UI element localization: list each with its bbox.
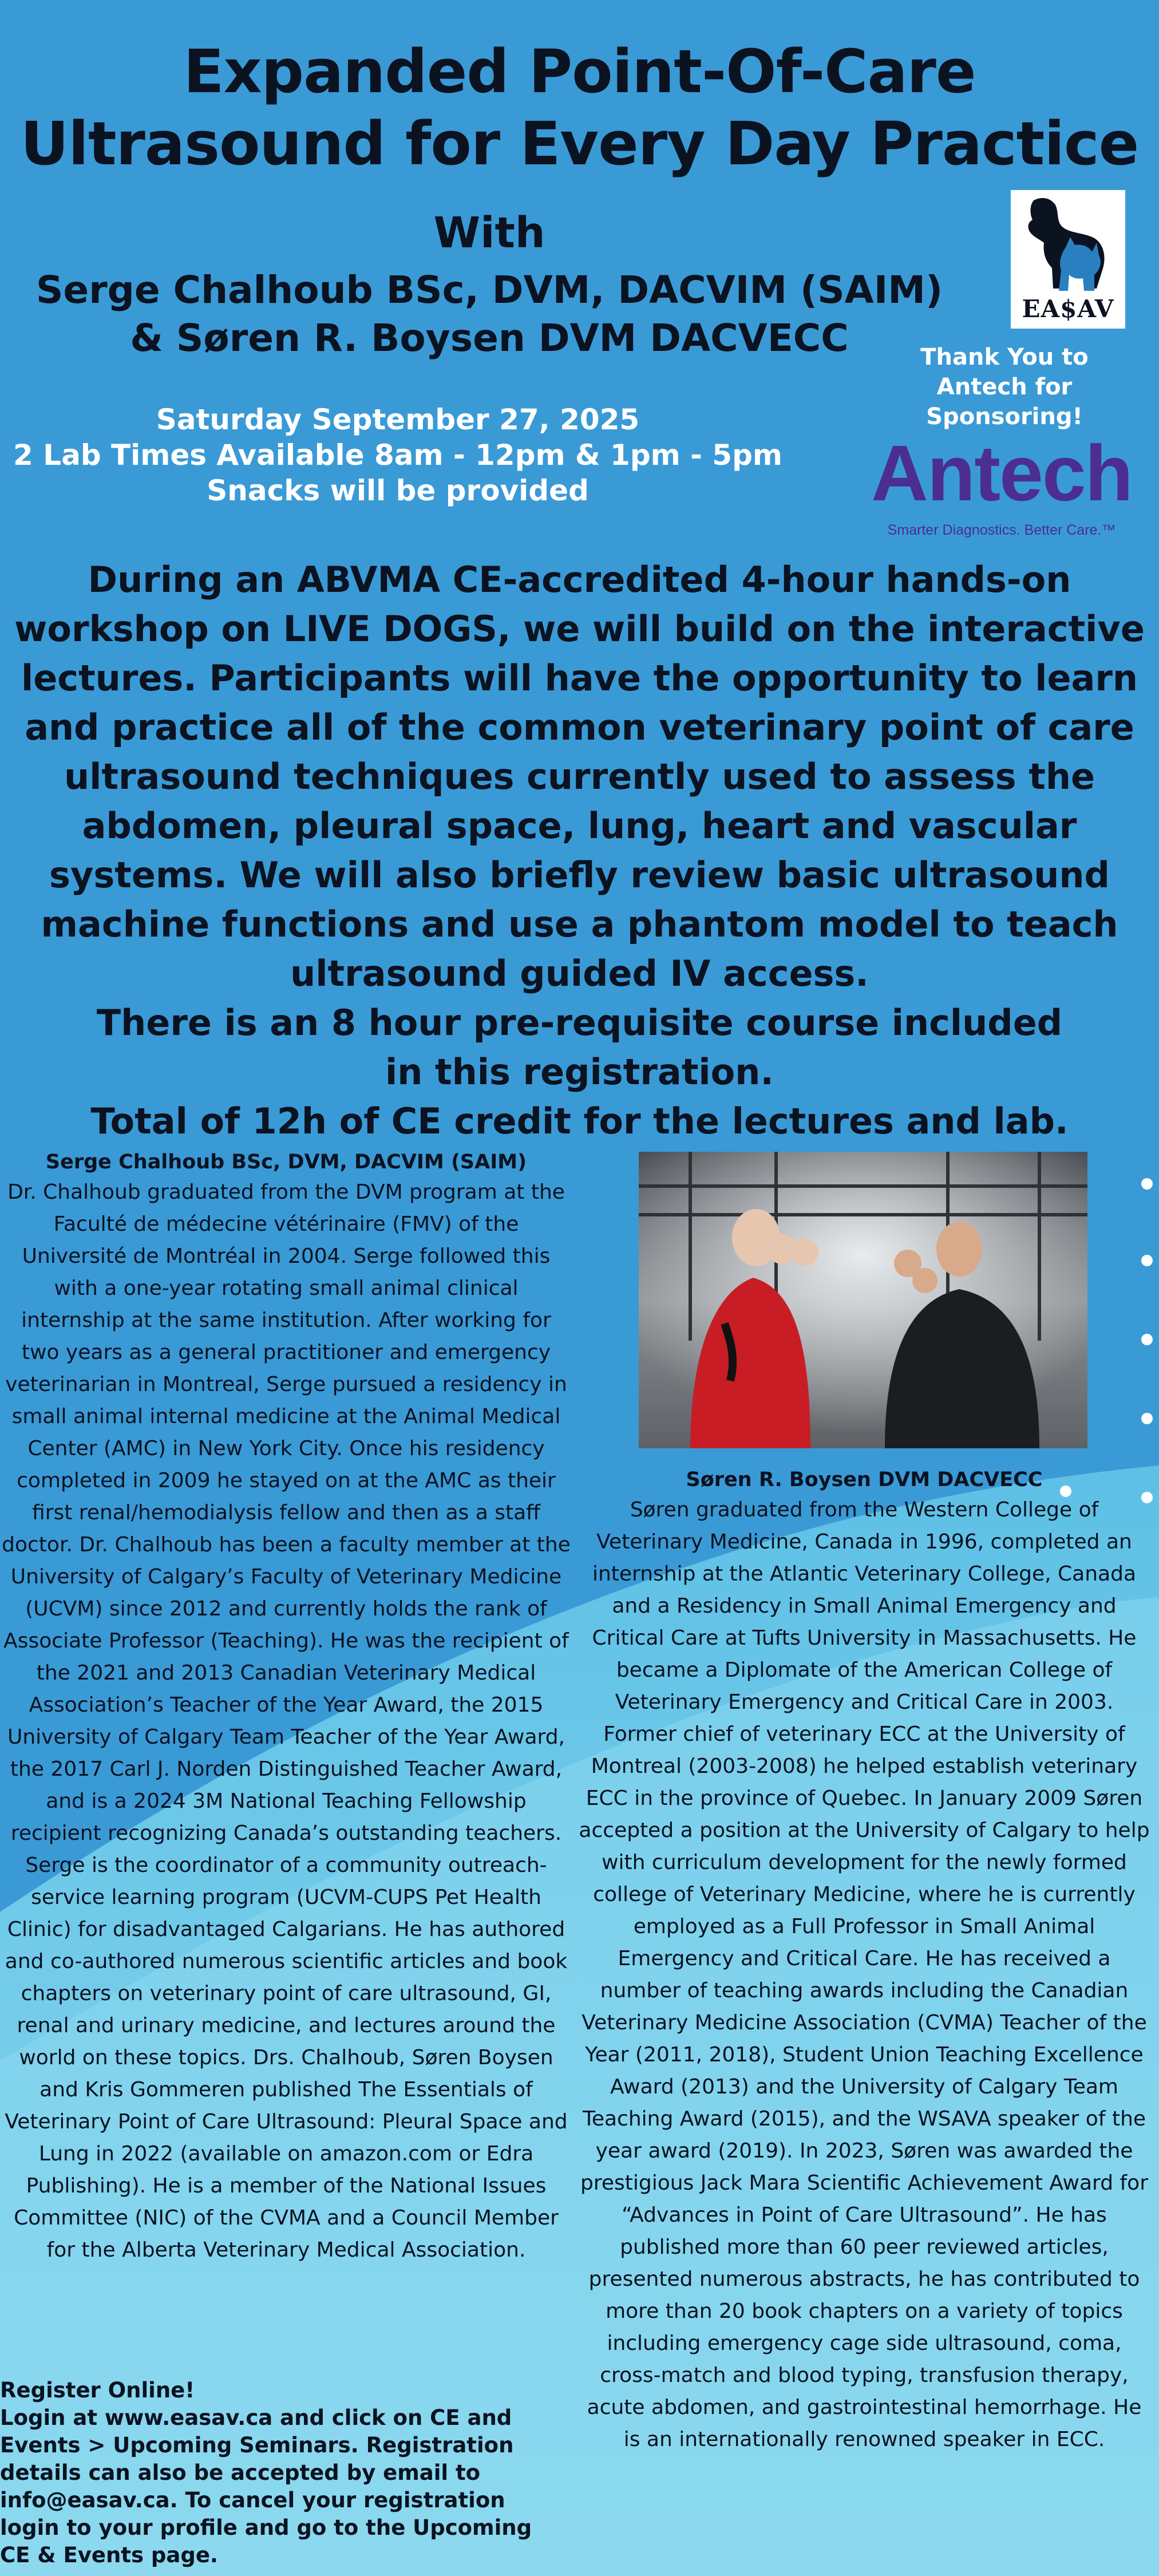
register-heading: Register Online! — [0, 2378, 195, 2403]
decorative-dot — [1141, 1413, 1153, 1424]
event-date: Saturday September 27, 2025 — [156, 403, 640, 436]
decorative-dot — [1141, 1255, 1153, 1266]
lab-times: 2 Lab Times Available 8am - 12pm & 1pm - 5pm — [13, 438, 782, 472]
sponsor-thanks — [890, 342, 1119, 432]
dog-cat-logo-icon — [1011, 190, 1125, 299]
bio-serge — [0, 1148, 572, 2266]
description-prereq: There is an 8 hour pre-requisite course included in this registration. — [96, 1002, 1063, 1093]
page-title — [0, 35, 1159, 180]
decorative-dot — [1141, 1334, 1153, 1345]
thanks-line-3: Sponsoring! — [926, 404, 1083, 430]
antech-brand: Antech — [871, 429, 1132, 517]
presenters-photo — [639, 1152, 1087, 1448]
antech-tagline: Smarter Diagnostics. Better Care.™ — [887, 522, 1116, 538]
presenters — [0, 266, 979, 362]
bio-soren-text: Søren graduated from the Western College of Veterinary Medicine, Canada in 1996, completed an internship at the Atlantic Veterinary College, Canada and a Residency in Small Animal Emergency and Critical Care at Tufts University in Massachusetts. He became a Diplomate of the American College of Veterinary Emergency and Critical Care in 2003. Former chief of veterinary ECC at the University of Montreal (2003-2008) he helped establish veterinary ECC in the province of Quebec. In January 2009 Søren accepted a position at the University of Calgary to help with curriculum development for the newly formed college of Veterinary Medicine, where he is currently employed as a Full Professor in Small Animal Emergency and Critical Care. He has received a number of teaching awards including the Canadian Veterinary Medicine Association (CVMA) Teacher of the Year (2011, 2018), Student Union Teaching Excellence Award (2013) and the University of Calgary Team Teaching Award (2015), and the WSAVA speaker of the year award (2019). In 2023, Søren was awarded the prestigious Jack Mara Scientific Achievement Award for “Advances in Point of Care Ultrasound”. He has published more than 60 peer reviewed articles, presented numerous abstracts, he has contributed to more than 20 book chapters on a variety of topics including emergency cage side ultrasound, coma, cross-match and blood typing, transfusion therapy, acute abdomen, and gastrointestinal hemorrhage. He is an internationally renowned speaker in ECC. — [579, 1498, 1150, 2451]
presenter-2: & Søren R. Boysen DVM DACVECC — [130, 316, 849, 360]
title-line-1: Expanded Point-Of-Care — [183, 37, 976, 106]
bio-serge-text: Dr. Chalhoub graduated from the DVM program at the Faculté de médecine vétérinaire (FMV) of the Université de Montréal in 2004. Serge followed this with a one-year rotating small animal clinical internship at the same institution. After working for two years as a general practitioner and emergency veterinarian in Montreal, Serge pursued a residency in small animal internal medicine at the Animal Medical Center (AMC) in New York City. Once his residency completed in 2009 he stayed on at the AMC as their first renal/hemodialysis fellow and then as a staff doctor. Dr. Chalhoub has been a faculty member at the University of Calgary’s Faculty of Veterinary Medicine (UCVM) since 2012 and currently holds the rank of Associate Professor (Teaching). He was the recipient of the 2021 and 2013 Canadian Veterinary Medical Association’s Teacher of the Year Award, the 2015 University of Calgary Team Teacher of the Year Award, the 2017 Carl J. Norden Distinguished Teacher Award, and is a 2024 3M National Teaching Fellowship recipient recognizing Canada’s outstanding teachers. Serge is the coordinator of a community outreach-service learning program (UCVM-CUPS Pet Health Clinic) for disadvantaged Calgarians. He has authored and co-authored numerous scientific articles and book chapters on veterinary point of care ultrasound, GI, renal and urinary medicine, and lectures around the world on these topics. Drs. Chalhoub, Søren Boysen and Kris Gommeren published The Essentials of Veterinary Point of Care Ultrasound: Pleural Space and Lung in 2022 (available on amazon.com or Edra Publishing). He is a member of the National Issues Committee (NIC) of the CVMA and a Council Member for the Alberta Veterinary Medical Association. — [2, 1180, 571, 2262]
event-details — [0, 402, 796, 508]
register-text: Login at www.easav.ca and click on CE and Events > Upcoming Seminars. Registration details can also be accepted by email to info@easav.ca. To cancel your registration login to your profile and go to the Upcoming CE & Events page. — [0, 2405, 532, 2567]
description-main: During an ABVMA CE-accredited 4-hour hands-on workshop on LIVE DOGS, we will build on the interactive lectures. Participants will have the opportunity to learn and practice all of the common veterinary point of care ultrasound techniques currently used to assess the abdomen, pleural space, lung, heart and vascular systems. We will also briefly review basic ultrasound machine functions and use a phantom model to teach ultrasound guided IV access. — [14, 559, 1145, 994]
decorative-dot — [1141, 1492, 1153, 1503]
title-line-2: Ultrasound for Every Day Practice — [20, 109, 1139, 179]
decorative-dot — [1060, 1485, 1071, 1497]
thanks-line-1: Thank You to — [920, 344, 1089, 370]
easav-logo — [1011, 190, 1125, 329]
register-section — [0, 2377, 567, 2569]
presenter-1: Serge Chalhoub BSc, DVM, DACVIM (SAIM) — [35, 268, 943, 312]
bio-soren-heading: Søren R. Boysen DVM DACVECC — [686, 1468, 1043, 1491]
with-label: With — [433, 208, 545, 258]
logo-text: EA$AV — [1022, 295, 1114, 323]
workshop-description — [0, 555, 1159, 1146]
decorative-dot — [1141, 1178, 1153, 1190]
description-credit: Total of 12h of CE credit for the lectures and lab. — [90, 1100, 1069, 1142]
snacks-note: Snacks will be provided — [207, 474, 589, 507]
bio-serge-heading: Serge Chalhoub BSc, DVM, DACVIM (SAIM) — [45, 1151, 527, 1174]
thanks-line-2: Antech for — [936, 374, 1073, 400]
bio-soren — [578, 1465, 1150, 2456]
